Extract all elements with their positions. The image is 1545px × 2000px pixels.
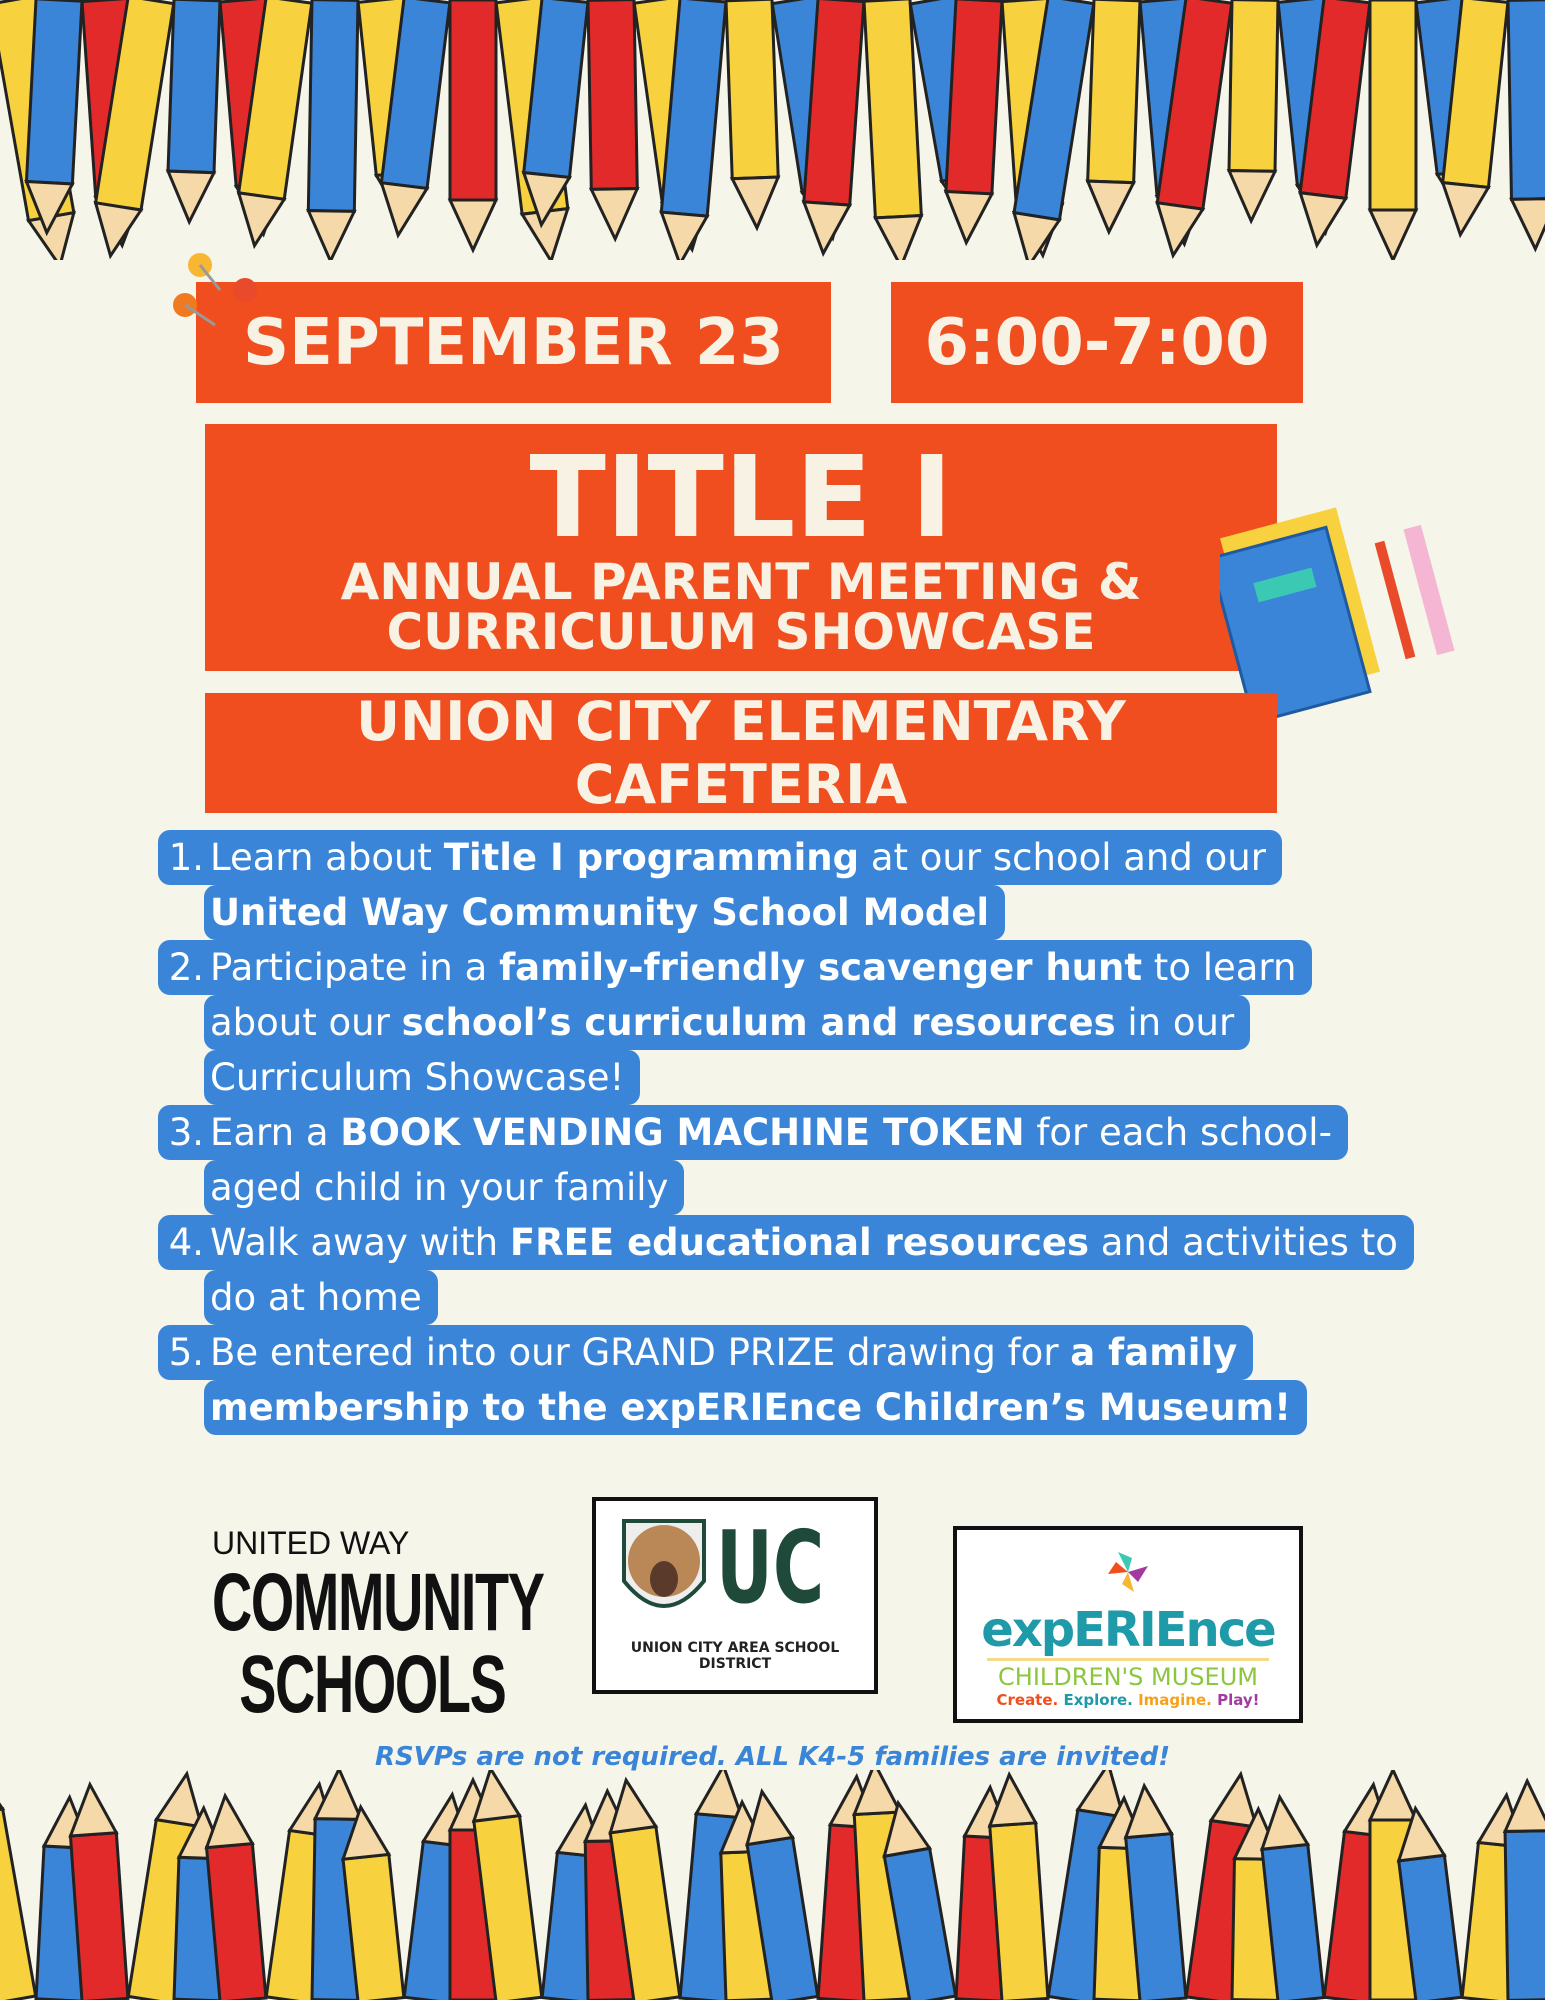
bold-text: school’s curriculum and resources (401, 1001, 1116, 1044)
pencil-icon (588, 0, 638, 239)
list-item-line (158, 1105, 1458, 1160)
subtitle-line-2: CURRICULUM SHOWCASE (386, 602, 1096, 661)
text: about our (210, 1001, 402, 1044)
list-item-text (204, 1050, 640, 1105)
list-number: 2. (158, 940, 204, 995)
list-item-line (158, 1325, 1458, 1380)
event-date: SEPTEMBER 23 (196, 282, 831, 403)
pushpins-icon (160, 245, 270, 345)
bold-text: membership to the expERIEnce Children’s Museum! (210, 1386, 1291, 1429)
list-indent (158, 885, 204, 940)
pencil-icon (307, 0, 358, 260)
text: Learn about (210, 836, 444, 879)
pencil-icon (450, 0, 496, 250)
pencil-icon (1086, 0, 1140, 233)
list-item-line (158, 1160, 1458, 1215)
experience-childrens-museum-logo (953, 1526, 1303, 1723)
list-item-text (204, 885, 1005, 940)
subtitle-line-1: ANNUAL PARENT MEETING & (340, 552, 1142, 611)
text: at our school and our (859, 836, 1266, 879)
page-title: TITLE I (529, 432, 953, 563)
pencil-icon (864, 0, 924, 260)
list-item-text (204, 1105, 1348, 1160)
list-number: 5. (158, 1325, 204, 1380)
bold-text: BOOK VENDING MACHINE TOKEN (340, 1111, 1025, 1154)
event-location: UNION CITY ELEMENTARY CAFETERIA (205, 693, 1277, 813)
list-indent (158, 1380, 204, 1435)
top-pencil-border (0, 0, 1545, 260)
list-item-text (204, 1160, 684, 1215)
text: Be entered into our GRAND PRIZE drawing for (210, 1331, 1071, 1374)
list-item-text (204, 1215, 1414, 1270)
list-indent (158, 1160, 204, 1215)
district-name: UNION CITY AREA SCHOOL DISTRICT (630, 1640, 840, 1672)
list-item-line (158, 1215, 1458, 1270)
benefits-list (158, 830, 1458, 1435)
pencil-icon (1370, 0, 1416, 260)
pencil-icon (0, 1770, 36, 2000)
list-item-line (158, 940, 1458, 995)
pencil-icon (726, 0, 780, 229)
tagline-word: Imagine. (1138, 1691, 1212, 1709)
list-item-line (158, 830, 1458, 885)
text: aged child in your family (210, 1166, 669, 1209)
pencil-icon (1228, 0, 1278, 221)
list-item-text (204, 940, 1312, 995)
list-indent (158, 1270, 204, 1325)
text: and activities to (1089, 1221, 1398, 1264)
museum-name: expERIEnce (981, 1602, 1275, 1658)
list-item-text (204, 1270, 438, 1325)
bold-text: United Way Community School Model (210, 891, 990, 934)
union-city-school-district-logo (592, 1497, 878, 1694)
list-indent (158, 995, 204, 1050)
text: to learn (1142, 946, 1297, 989)
list-item-text (204, 1380, 1307, 1435)
list-item-line (158, 1380, 1458, 1435)
bold-text: family-friendly scavenger hunt (499, 946, 1143, 989)
text: Participate in a (210, 946, 500, 989)
bear-icon (614, 1511, 714, 1631)
text: Walk away with (210, 1221, 510, 1264)
text: for each school- (1024, 1111, 1332, 1154)
list-item-text (204, 1325, 1253, 1380)
list-number: 1. (158, 830, 204, 885)
list-item-line (158, 995, 1458, 1050)
tagline-word: Explore. (1063, 1691, 1133, 1709)
list-item-line (158, 1270, 1458, 1325)
title-banner (205, 424, 1277, 671)
text: do at home (210, 1276, 422, 1319)
bold-text: FREE educational resources (509, 1221, 1089, 1264)
list-item-line (158, 1050, 1458, 1105)
pinwheel-icon (1108, 1552, 1148, 1602)
list-number: 4. (158, 1215, 204, 1270)
pencil-icon (166, 0, 220, 223)
text: in our (1115, 1001, 1235, 1044)
list-indent (158, 1050, 204, 1105)
pencil-icon (1508, 0, 1545, 249)
list-item-text (204, 995, 1250, 1050)
bottom-pencil-border (0, 1770, 1545, 2000)
logo-text: SCHOOLS (239, 1639, 506, 1730)
logo-text: COMMUNITY (212, 1557, 544, 1648)
rsvp-note: RSVPs are not required. ALL K4-5 families are invited! (374, 1742, 1171, 1772)
list-item-line (158, 885, 1458, 940)
list-number: 3. (158, 1105, 204, 1160)
event-time: 6:00-7:00 (891, 282, 1303, 403)
united-way-community-schools-logo (212, 1525, 544, 1730)
text: Earn a (210, 1111, 341, 1154)
tagline-word: Create. (996, 1691, 1059, 1709)
bold-text: Title I programming (443, 836, 860, 879)
list-item-text (204, 830, 1282, 885)
bold-text: a family (1070, 1331, 1238, 1374)
logo-text: UNITED WAY (212, 1525, 410, 1561)
text: Curriculum Showcase! (210, 1056, 625, 1099)
tagline-word: Play! (1217, 1691, 1260, 1709)
museum-subtitle: CHILDREN'S MUSEUM (987, 1658, 1269, 1691)
uc-letters: UC (716, 1509, 825, 1626)
